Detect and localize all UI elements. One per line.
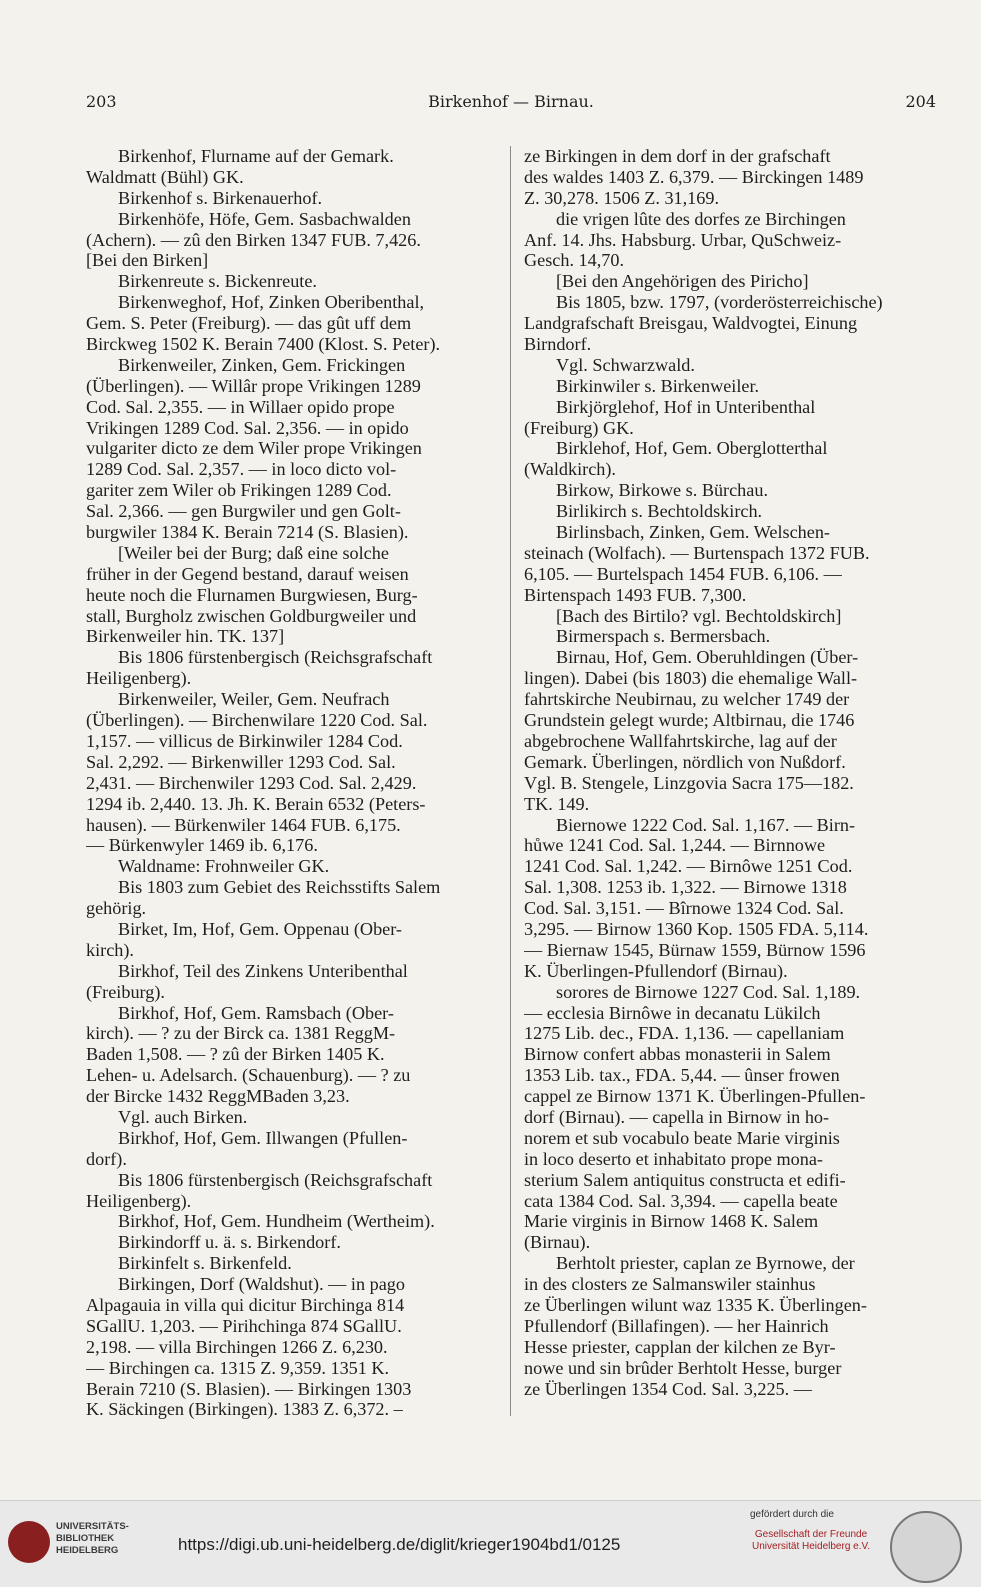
text-line: K. Überlingen-Pfullendorf (Birnau).	[524, 960, 788, 981]
text-line: 1241 Cod. Sal. 1,242. — Birnôwe 1251 Cod.	[524, 856, 853, 877]
text-line: (Freiburg) GK.	[524, 417, 634, 438]
text-line: Birkhof, Hof, Gem. Hundheim (Wertheim).	[118, 1211, 435, 1232]
text-line: 1294 ib. 2,440. 13. Jh. K. Berain 6532 (Peters-	[86, 793, 426, 814]
text-line: (Waldkirch).	[524, 459, 616, 480]
text-line: abgebrochene Wallfahrtskirche, lag auf der	[524, 730, 837, 751]
text-line: 1289 Cod. Sal. 2,357. — in loco dicto vol-	[86, 459, 397, 480]
text-line: Waldmatt (Bühl) GK.	[86, 166, 244, 187]
text-line: [Bach des Birtilo? vgl. Bechtoldskirch]	[556, 605, 842, 626]
text-line: Gesch. 14,70.	[524, 250, 625, 271]
sponsor-label: gefördert durch die	[750, 1509, 834, 1520]
text-line: Birkenhof s. Birkenauerhof.	[118, 187, 323, 208]
text-line: ze Birkingen in dem dorf in der grafschaft	[524, 146, 831, 166]
text-line: steinach (Wolfach). — Burtenspach 1372 FUB.	[524, 542, 870, 563]
text-line: Birkenhöfe, Höfe, Gem. Sasbachwalden	[118, 208, 411, 229]
sponsor-name[interactable]	[752, 1529, 870, 1553]
text-line: (Freiburg).	[86, 981, 165, 1002]
text-line: Landgrafschaft Breisgau, Waldvogtei, Einung	[524, 313, 858, 334]
text-line: Anf. 14. Jhs. Habsburg. Urbar, QuSchweiz-	[524, 229, 842, 250]
text-line: Birkenreute s. Bickenreute.	[118, 271, 317, 292]
text-line: hůwe 1241 Cod. Sal. 1,244. — Birnnowe	[524, 835, 826, 856]
text-line: Bis 1805, bzw. 1797, (vorderösterreichische)	[556, 292, 883, 313]
text-line: gariter zem Wiler ob Frikingen 1289 Cod.	[86, 480, 392, 501]
text-line: Cod. Sal. 2,355. — in Willaer opido prope	[86, 396, 395, 417]
text-line: Heiligenberg).	[86, 668, 192, 689]
text-line: nowe und sin brûder Berhtolt Hesse, burger	[524, 1357, 842, 1378]
university-seal-icon	[890, 1511, 962, 1583]
logo-line: HEIDELBERG	[56, 1545, 119, 1556]
text-line: Birkenweghof, Hof, Zinken Oberibenthal,	[118, 292, 425, 313]
text-line: — Bürkenwyler 1469 ib. 6,176.	[86, 835, 318, 856]
text-line: [Bei den Birken]	[86, 250, 209, 271]
text-line: 2,198. — villa Birchingen 1266 Z. 6,230.	[86, 1336, 388, 1357]
text-line: (Überlingen). — Birchenwilare 1220 Cod. Sal.	[86, 710, 428, 731]
text-line: sorores de Birnowe 1227 Cod. Sal. 1,189.	[556, 981, 861, 1002]
text-line: 3,295. — Birnow 1360 Kop. 1505 FDA. 5,114.	[524, 918, 869, 939]
page-header	[86, 92, 936, 114]
text-line: Grundstein gelegt wurde; Altbirnau, die 1746	[524, 710, 855, 731]
text-line: (Achern). — zû den Birken 1347 FUB. 7,426.	[86, 229, 421, 250]
text-line: Birkenhof, Flurname auf der Gemark.	[118, 146, 394, 166]
text-line: dorf).	[86, 1148, 127, 1169]
text-line: [Weiler bei der Burg; daß eine solche	[118, 542, 389, 563]
text-line: Birkinwiler s. Birkenweiler.	[556, 375, 760, 396]
text-line: gehörig.	[86, 898, 147, 919]
text-line: Birmerspach s. Bermersbach.	[556, 626, 771, 647]
permalink-url[interactable]: https://digi.ub.uni-heidelberg.de/diglit/krieger1904bd1/0125	[178, 1535, 621, 1554]
text-line: fahrtskirche Neubirnau, zu welcher 1749 der	[524, 689, 850, 710]
text-line: Sal. 1,308. 1253 ib. 1,322. — Birnowe 1318	[524, 877, 847, 898]
text-line: Biernowe 1222 Cod. Sal. 1,167. — Birn-	[556, 814, 856, 835]
text-line: Sal. 2,292. — Birkenwiller 1293 Cod. Sal.	[86, 751, 396, 772]
text-line: TK. 149.	[524, 793, 590, 814]
text-line: stall, Burgholz zwischen Goldburgweiler und	[86, 605, 417, 626]
text-line: Birkindorff u. ä. s. Birkendorf.	[118, 1232, 341, 1253]
text-line: kirch). — ? zu der Birck ca. 1381 ReggM-	[86, 1023, 396, 1044]
text-line: Birlikirch s. Bechtoldskirch.	[556, 501, 763, 522]
text-line: 2,431. — Birchenwiler 1293 Cod. Sal. 2,429.	[86, 772, 417, 793]
text-line: — Biernaw 1545, Bürnaw 1559, Bürnow 1596	[524, 939, 866, 960]
text-line: vulgariter dicto ze dem Wiler prope Vrikingen	[86, 438, 422, 459]
text-line: Pfullendorf (Billafingen). — her Hainrich	[524, 1315, 829, 1336]
text-line: Birket, Im, Hof, Gem. Oppenau (Ober-	[118, 918, 402, 939]
text-line: K. Säckingen (Birkingen). 1383 Z. 6,372. –	[86, 1399, 403, 1420]
text-line: Vgl. auch Birken.	[118, 1106, 248, 1127]
text-line: Birkjörglehof, Hof in Unteribenthal	[556, 396, 816, 417]
sponsor-line: Universität Heidelberg e.V.	[752, 1541, 871, 1552]
library-logo-text[interactable]	[56, 1521, 129, 1557]
text-line: Marie virginis in Birnow 1468 K. Salem	[524, 1211, 819, 1232]
text-line: — ecclesia Birnôwe in decanatu Lükilch	[524, 1002, 821, 1023]
text-line: Birklehof, Hof, Gem. Oberglotterthal	[556, 438, 828, 459]
text-line: Birndorf.	[524, 334, 592, 355]
text-line: Birnow confert abbas monasterii in Salem	[524, 1044, 831, 1065]
text-line: Lehen- u. Adelsarch. (Schauenburg). — ? zu	[86, 1065, 411, 1086]
text-line: früher in der Gegend bestand, darauf weisen	[86, 563, 409, 584]
text-line: 6,105. — Burtelspach 1454 FUB. 6,106. —	[524, 563, 842, 584]
text-line: 1353 Lib. tax., FDA. 5,44. — ûnser frowen	[524, 1065, 840, 1086]
text-line: burgwiler 1384 K. Berain 7214 (S. Blasien).	[86, 522, 409, 543]
sponsor-line: Gesellschaft der Freunde	[754, 1529, 868, 1540]
text-line: dorf (Birnau). — capella in Birnow in ho-	[524, 1106, 830, 1127]
text-line: Birkenweiler, Zinken, Gem. Frickingen	[118, 354, 406, 375]
text-line: Heiligenberg).	[86, 1190, 192, 1211]
text-line: (Birnau).	[524, 1232, 591, 1253]
text-line: Vgl. B. Stengele, Linzgovia Sacra 175—182.	[524, 772, 854, 793]
text-line: ze Überlingen wilunt waz 1335 K. Überlingen-	[524, 1294, 867, 1315]
logo-line: BIBLIOTHEK	[56, 1533, 115, 1544]
page-number-right: 204	[905, 92, 936, 111]
text-line: Gem. S. Peter (Freiburg). — das gût uff dem	[86, 313, 412, 334]
text-line: Cod. Sal. 3,151. — Bîrnowe 1324 Cod. Sal.	[524, 898, 844, 919]
text-line: Z. 30,278. 1506 Z. 31,169.	[524, 187, 720, 208]
right-column	[524, 146, 936, 1399]
column-divider	[510, 146, 511, 1416]
text-line: Birlinsbach, Zinken, Gem. Welschen-	[556, 522, 830, 543]
text-line: Bis 1806 fürstenbergisch (Reichsgrafschaft	[118, 1169, 433, 1190]
text-line: Vgl. Schwarzwald.	[556, 354, 695, 375]
text-line: Birkingen, Dorf (Waldshut). — in pago	[118, 1274, 405, 1295]
text-line: Birnau, Hof, Gem. Oberuhldingen (Über-	[556, 647, 859, 668]
text-line: Vrikingen 1289 Cod. Sal. 2,356. — in opido	[86, 417, 409, 438]
viewer-footer	[0, 1500, 981, 1587]
text-line: Berain 7210 (S. Blasien). — Birkingen 1303	[86, 1378, 412, 1399]
left-column	[86, 146, 496, 1420]
text-line: heute noch die Flurnamen Burgwiesen, Burg-	[86, 584, 418, 605]
text-line: norem et sub vocabulo beate Marie virginis	[524, 1127, 840, 1148]
page-number-left: 203	[86, 92, 117, 111]
text-line: Baden 1,508. — ? zû der Birken 1405 K.	[86, 1044, 385, 1065]
text-line: Birkinfelt s. Birkenfeld.	[118, 1253, 292, 1274]
running-title: Birkenhof — Birnau.	[428, 92, 594, 111]
text-line: Birtenspach 1493 FUB. 7,300.	[524, 584, 747, 605]
text-line: cata 1384 Cod. Sal. 3,394. — capella beate	[524, 1190, 838, 1211]
text-line: in loco deserto et inhabitato prope mona-	[524, 1148, 823, 1169]
text-line: Bis 1806 fürstenbergisch (Reichsgrafschaft	[118, 647, 433, 668]
text-line: (Überlingen). — Willâr prope Vrikingen 1289	[86, 375, 421, 396]
text-line: 1275 Lib. dec., FDA. 1,136. — capellaniam	[524, 1023, 845, 1044]
text-line: lingen). Dabei (bis 1803) die ehemalige Wall-	[524, 668, 858, 689]
text-line: cappel ze Birnow 1371 K. Überlingen-Pfullen-	[524, 1086, 866, 1107]
text-line: Bis 1803 zum Gebiet des Reichsstifts Salem	[118, 877, 441, 898]
university-library-logo-icon[interactable]	[8, 1521, 50, 1563]
text-line: Birkhof, Hof, Gem. Ramsbach (Ober-	[118, 1002, 394, 1023]
text-line: in des closters ze Salmanswiler stainhus	[524, 1274, 816, 1295]
text-line: ze Überlingen 1354 Cod. Sal. 3,225. —	[524, 1378, 812, 1399]
text-line: Birkhof, Teil des Zinkens Unteribenthal	[118, 960, 408, 981]
text-line: Birkhof, Hof, Gem. Illwangen (Pfullen-	[118, 1127, 408, 1148]
text-line: Alpagauia in villa qui dicitur Birchinga 814	[86, 1294, 405, 1315]
text-line: Hesse priester, capplan der kilchen ze Byr-	[524, 1336, 836, 1357]
text-line: der Bircke 1432 ReggMBaden 3,23.	[86, 1086, 350, 1107]
text-line: die vrigen lûte des dorfes ze Birchingen	[556, 208, 846, 229]
text-line: Birkenweiler, Weiler, Gem. Neufrach	[118, 689, 390, 710]
text-line: Birkow, Birkowe s. Bürchau.	[556, 480, 768, 501]
text-line: des waldes 1403 Z. 6,379. — Birckingen 1489	[524, 166, 864, 187]
logo-line: UNIVERSITÄTS-	[56, 1521, 129, 1532]
text-line: 1,157. — villicus de Birkinwiler 1284 Cod.	[86, 730, 403, 751]
text-line: SGallU. 1,203. — Pirihchinga 874 SGallU.	[86, 1315, 402, 1336]
text-line: Birkenweiler hin. TK. 137]	[86, 626, 285, 647]
text-line: sterium Salem antiquitus constructa et edifi-	[524, 1169, 846, 1190]
text-line: [Bei den Angehörigen des Piricho]	[556, 271, 809, 292]
text-line: kirch).	[86, 939, 134, 960]
text-line: — Birchingen ca. 1315 Z. 9,359. 1351 K.	[86, 1357, 390, 1378]
text-line: Birckweg 1502 K. Berain 7400 (Klost. S. Peter).	[86, 334, 441, 355]
text-line: Berhtolt priester, caplan ze Byrnowe, der	[556, 1253, 855, 1274]
text-line: Gemark. Überlingen, nördlich von Nußdorf.	[524, 751, 846, 772]
text-line: Sal. 2,366. — gen Burgwiler und gen Golt-	[86, 501, 401, 522]
text-line: Waldname: Frohnweiler GK.	[118, 856, 330, 877]
text-line: hausen). — Bürkenwiler 1464 FUB. 6,175.	[86, 814, 401, 835]
